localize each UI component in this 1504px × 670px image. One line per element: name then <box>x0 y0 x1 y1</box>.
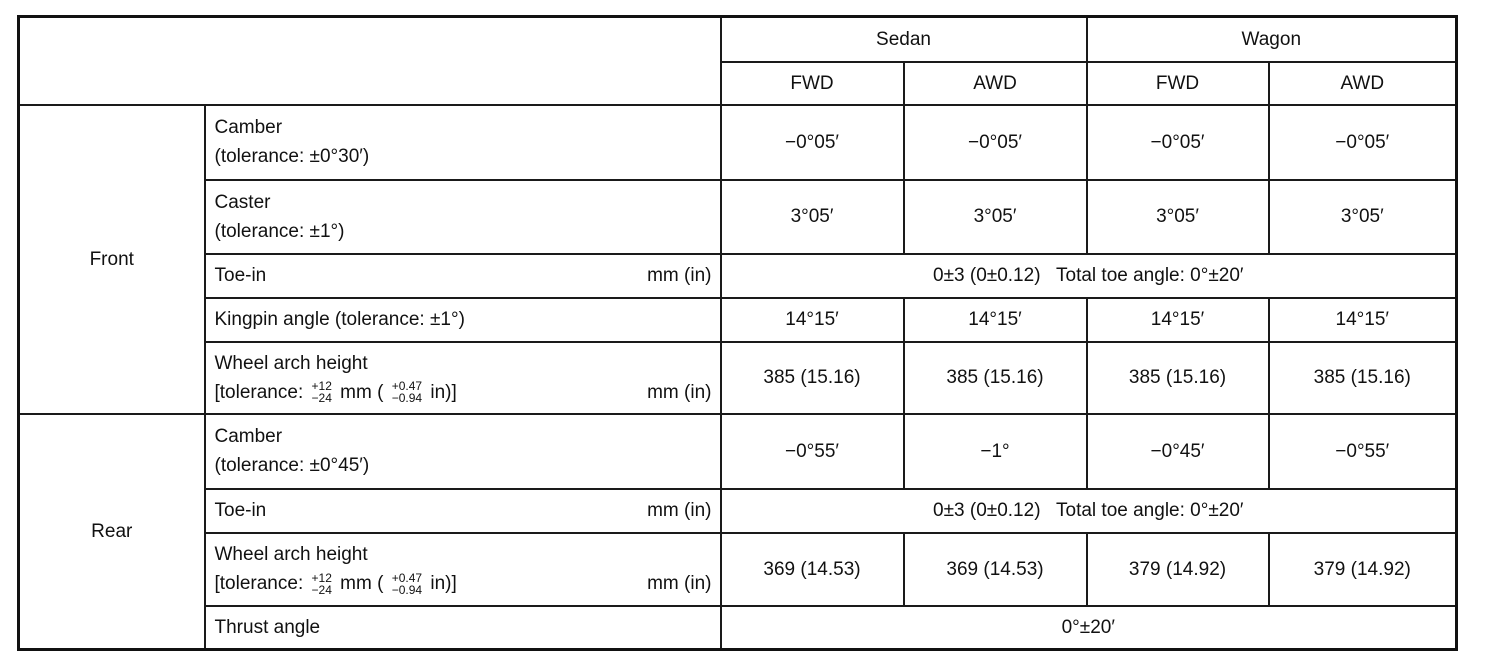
value-rear-thrust: 0°±20′ <box>721 606 1457 650</box>
rear-wheel-arch-tol-mm: mm ( <box>340 573 384 594</box>
front-wheel-arch-in-upper: +0.47 <box>391 379 423 394</box>
label-rear-wheel-arch <box>205 533 721 606</box>
value-front-kingpin-sedan-awd: 14°15′ <box>904 298 1087 342</box>
rear-wheel-arch-mm-upper: +12 <box>311 570 332 585</box>
value-front-camber-wagon-awd: −0°05′ <box>1269 105 1457 180</box>
rear-wheel-arch-in-lower: −0.94 <box>391 582 423 597</box>
header-wagon-awd: AWD <box>1269 62 1457 105</box>
front-camber-title: Camber <box>214 117 283 138</box>
front-wheel-arch-tol-prefix: [tolerance: <box>214 381 304 403</box>
value-rear-camber-sedan-fwd: −0°55′ <box>721 414 904 489</box>
label-front-caster <box>205 180 721 254</box>
front-toe-in-title: Toe-in <box>214 265 267 286</box>
row-front-toe-in <box>19 254 1457 298</box>
row-rear-camber <box>19 414 1457 489</box>
value-front-caster-sedan-fwd: 3°05′ <box>721 180 904 254</box>
label-rear-toe-in <box>205 489 721 533</box>
label-front-kingpin: Kingpin angle (tolerance: ±1°) <box>205 298 721 342</box>
value-front-kingpin-wagon-fwd: 14°15′ <box>1087 298 1269 342</box>
row-rear-toe-in <box>19 489 1457 533</box>
front-wheel-arch-mm-upper: +12 <box>311 379 332 394</box>
row-front-caster <box>19 180 1457 254</box>
front-wheel-arch-mm-frac <box>312 380 332 404</box>
front-camber-tolerance: (tolerance: ±0°30′) <box>214 146 370 167</box>
value-rear-camber-wagon-awd: −0°55′ <box>1269 414 1457 489</box>
front-wheel-arch-tol-mm: mm ( <box>340 381 384 403</box>
row-front-wheel-arch <box>19 342 1457 414</box>
value-front-wheel-arch-wagon-awd: 385 (15.16) <box>1269 342 1457 414</box>
rear-camber-title: Camber <box>214 426 283 447</box>
row-rear-wheel-arch <box>19 533 1457 606</box>
value-front-camber-wagon-fwd: −0°05′ <box>1087 105 1269 180</box>
front-wheel-arch-tolerance <box>215 378 457 407</box>
row-front-camber <box>19 105 1457 180</box>
label-rear-thrust: Thrust angle <box>205 606 721 650</box>
rear-wheel-arch-mm-lower: −24 <box>311 582 332 597</box>
rear-wheel-arch-title: Wheel arch height <box>214 544 368 565</box>
value-front-wheel-arch-wagon-fwd: 385 (15.16) <box>1087 342 1269 414</box>
row-rear-thrust <box>19 606 1457 650</box>
value-front-camber-sedan-fwd: −0°05′ <box>721 105 904 180</box>
value-rear-camber-wagon-fwd: −0°45′ <box>1087 414 1269 489</box>
value-front-wheel-arch-sedan-awd: 385 (15.16) <box>904 342 1087 414</box>
rear-camber-tolerance: (tolerance: ±0°45′) <box>214 455 370 476</box>
rear-wheel-arch-tol-prefix: [tolerance: <box>214 573 304 594</box>
value-rear-toe-in: 0±3 (0±0.12) Total toe angle: 0°±20′ <box>721 489 1457 533</box>
value-front-camber-sedan-awd: −0°05′ <box>904 105 1087 180</box>
header-row-vehicle <box>19 17 1457 62</box>
front-wheel-arch-tol-suffix: in)] <box>430 381 457 403</box>
rear-wheel-arch-tolerance <box>215 569 457 598</box>
value-front-kingpin-sedan-fwd: 14°15′ <box>721 298 904 342</box>
section-front: Front <box>19 105 205 414</box>
alignment-spec-table <box>17 15 1458 651</box>
front-wheel-arch-unit: mm (in) <box>647 381 712 403</box>
front-toe-in-unit: mm (in) <box>647 265 712 286</box>
label-front-toe-in <box>205 254 721 298</box>
value-front-wheel-arch-sedan-fwd: 385 (15.16) <box>721 342 904 414</box>
value-rear-wheel-arch-sedan-awd: 369 (14.53) <box>904 533 1087 606</box>
front-wheel-arch-mm-lower: −24 <box>311 391 332 406</box>
value-rear-camber-sedan-awd: −1° <box>904 414 1087 489</box>
header-sedan-fwd: FWD <box>721 62 904 105</box>
value-front-caster-wagon-awd: 3°05′ <box>1269 180 1457 254</box>
front-caster-tolerance: (tolerance: ±1°) <box>214 220 345 242</box>
value-rear-wheel-arch-wagon-fwd: 379 (14.92) <box>1087 533 1269 606</box>
label-rear-camber <box>205 414 721 489</box>
rear-wheel-arch-mm-frac <box>312 572 332 596</box>
rear-wheel-arch-in-frac <box>392 572 422 596</box>
rear-wheel-arch-unit: mm (in) <box>647 573 712 594</box>
header-sedan: Sedan <box>721 17 1087 62</box>
header-wagon-fwd: FWD <box>1087 62 1269 105</box>
rear-wheel-arch-in-upper: +0.47 <box>391 570 423 585</box>
label-front-wheel-arch <box>205 342 721 414</box>
rear-wheel-arch-tol-suffix: in)] <box>430 573 457 594</box>
value-front-toe-in: 0±3 (0±0.12) Total toe angle: 0°±20′ <box>721 254 1457 298</box>
value-front-caster-sedan-awd: 3°05′ <box>904 180 1087 254</box>
value-rear-wheel-arch-sedan-fwd: 369 (14.53) <box>721 533 904 606</box>
value-rear-wheel-arch-wagon-awd: 379 (14.92) <box>1269 533 1457 606</box>
row-front-kingpin <box>19 298 1457 342</box>
rear-toe-in-unit: mm (in) <box>647 500 712 521</box>
header-blank-cell <box>19 17 721 105</box>
value-front-kingpin-wagon-awd: 14°15′ <box>1269 298 1457 342</box>
front-wheel-arch-title: Wheel arch height <box>214 352 368 374</box>
front-wheel-arch-in-frac <box>392 380 422 404</box>
front-caster-title: Caster <box>214 191 271 213</box>
header-sedan-awd: AWD <box>904 62 1087 105</box>
front-wheel-arch-in-lower: −0.94 <box>391 391 423 406</box>
label-front-camber <box>205 105 721 180</box>
header-wagon: Wagon <box>1087 17 1457 62</box>
value-front-caster-wagon-fwd: 3°05′ <box>1087 180 1269 254</box>
rear-toe-in-title: Toe-in <box>214 500 267 521</box>
section-rear: Rear <box>19 414 205 650</box>
